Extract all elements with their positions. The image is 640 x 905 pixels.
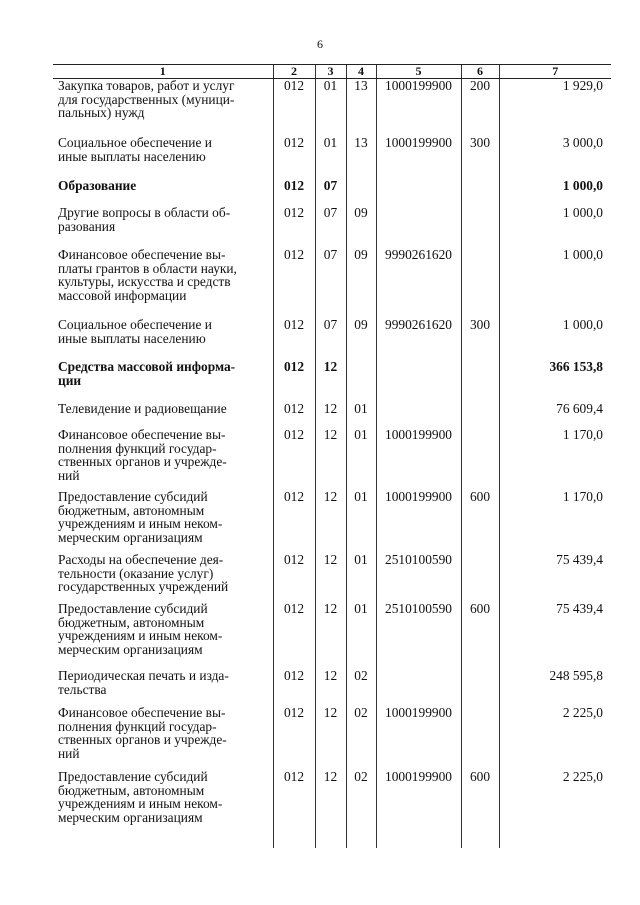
amount: 75 439,4 [499, 602, 611, 669]
row-name [53, 79, 273, 137]
row-name [53, 402, 273, 428]
expense-type-code: 600 [461, 770, 499, 848]
table-row [53, 602, 611, 669]
target-article-code [376, 360, 461, 402]
table-row [53, 428, 611, 490]
subsection-code: 13 [346, 79, 376, 137]
column-header: 2 [273, 65, 315, 79]
subsection-code: 01 [346, 553, 376, 602]
amount: 1 000,0 [499, 179, 611, 206]
target-article-code: 1000199900 [376, 706, 461, 770]
row-name-line: Социальное обеспечение и [58, 317, 212, 332]
table-row [53, 490, 611, 553]
amount: 1 000,0 [499, 248, 611, 318]
target-article-code: 2510100590 [376, 602, 461, 669]
column-header: 3 [315, 65, 346, 79]
amount: 1 170,0 [499, 490, 611, 553]
expense-type-code [461, 428, 499, 490]
target-article-code: 9990261620 [376, 318, 461, 360]
row-name [53, 179, 273, 206]
target-article-code [376, 206, 461, 248]
expense-type-code [461, 179, 499, 206]
row-name-line: Телевидение и радиовещание [58, 401, 227, 416]
section-code: 12 [315, 402, 346, 428]
ministry-code: 012 [273, 706, 315, 770]
page-number: 6 [317, 37, 323, 51]
column-header: 1 [53, 65, 273, 79]
target-article-code: 1000199900 [376, 136, 461, 179]
section-code: 12 [315, 706, 346, 770]
row-name-line: Предоставление субсидий [58, 769, 208, 784]
target-article-code [376, 179, 461, 206]
target-article-code: 9990261620 [376, 248, 461, 318]
section-code: 12 [315, 669, 346, 706]
section-code: 07 [315, 248, 346, 318]
row-name [53, 669, 273, 706]
section-code: 07 [315, 179, 346, 206]
row-name-line: полнения функций государ- [58, 718, 217, 734]
row-name-line: ственных органов и учрежде- [58, 454, 227, 470]
row-name-line: Расходы на обеспечение дея- [58, 552, 224, 567]
table-row [53, 318, 611, 360]
column-header: 5 [376, 65, 461, 79]
ministry-code: 012 [273, 553, 315, 602]
expense-type-code [461, 553, 499, 602]
row-name [53, 136, 273, 179]
expense-type-code: 300 [461, 318, 499, 360]
row-name-line: Другие вопросы в области об- [58, 205, 231, 220]
header-row [53, 65, 611, 79]
table-row [53, 136, 611, 179]
subsection-code: 02 [346, 669, 376, 706]
subsection-code: 02 [346, 706, 376, 770]
section-code: 12 [315, 553, 346, 602]
row-name-line: тельства [58, 681, 107, 697]
row-name-line: полнения функций государ- [58, 440, 217, 456]
row-name-line: платы грантов в области науки, [58, 260, 237, 276]
row-name-line: государственных учреждений [58, 579, 229, 595]
table-row [53, 706, 611, 770]
amount: 75 439,4 [499, 553, 611, 602]
ministry-code: 012 [273, 360, 315, 402]
row-name-line: ний [58, 468, 80, 484]
target-article-code: 2510100590 [376, 553, 461, 602]
expense-type-code [461, 402, 499, 428]
row-name [53, 248, 273, 318]
row-name-line: мерческим организациям [58, 642, 203, 658]
budget-table-container [53, 64, 611, 848]
row-name-line: Финансовое обеспечение вы- [58, 427, 226, 442]
section-code: 12 [315, 770, 346, 848]
row-name-line: иные выплаты населению [58, 330, 206, 346]
section-code: 12 [315, 602, 346, 669]
row-name-line: учреждениям и иным неком- [58, 796, 223, 812]
section-code: 12 [315, 428, 346, 490]
row-name-line: культуры, искусства и средств [58, 274, 231, 290]
amount: 1 000,0 [499, 206, 611, 248]
expense-type-code: 600 [461, 602, 499, 669]
ministry-code: 012 [273, 770, 315, 848]
table-row [53, 669, 611, 706]
ministry-code: 012 [273, 79, 315, 137]
section-code: 07 [315, 318, 346, 360]
table-row [53, 79, 611, 137]
row-name-line: Предоставление субсидий [58, 601, 208, 616]
row-name-line: массовой информации [58, 288, 187, 304]
row-name-line: Предоставление субсидий [58, 489, 208, 504]
column-header: 6 [461, 65, 499, 79]
row-name [53, 553, 273, 602]
row-name-line: ственных органов и учрежде- [58, 732, 227, 748]
expense-type-code [461, 360, 499, 402]
row-name [53, 706, 273, 770]
expense-type-code: 200 [461, 79, 499, 137]
target-article-code: 1000199900 [376, 770, 461, 848]
row-name [53, 360, 273, 402]
table-row [53, 770, 611, 848]
expense-type-code: 600 [461, 490, 499, 553]
row-name [53, 206, 273, 248]
ministry-code: 012 [273, 179, 315, 206]
amount: 76 609,4 [499, 402, 611, 428]
row-name-line: разования [58, 218, 116, 234]
target-article-code [376, 402, 461, 428]
subsection-code: 09 [346, 206, 376, 248]
section-code: 07 [315, 206, 346, 248]
subsection-code: 13 [346, 136, 376, 179]
row-name-line: бюджетным, автономным [58, 502, 205, 518]
ministry-code: 012 [273, 669, 315, 706]
row-name-line: мерческим организациям [58, 810, 203, 826]
budget-table [53, 64, 611, 848]
table-row [53, 402, 611, 428]
section-code: 12 [315, 490, 346, 553]
table-row [53, 206, 611, 248]
subsection-code: 01 [346, 490, 376, 553]
amount: 1 929,0 [499, 79, 611, 137]
amount: 2 225,0 [499, 706, 611, 770]
target-article-code [376, 669, 461, 706]
row-name-line: Средства массовой информа- [58, 359, 236, 374]
subsection-code: 09 [346, 318, 376, 360]
expense-type-code [461, 248, 499, 318]
target-article-code: 1000199900 [376, 490, 461, 553]
section-code: 01 [315, 136, 346, 179]
row-name-line: иные выплаты населению [58, 148, 206, 164]
amount: 1 170,0 [499, 428, 611, 490]
table-body [53, 79, 611, 849]
amount: 3 000,0 [499, 136, 611, 179]
row-name [53, 318, 273, 360]
table-row [53, 179, 611, 206]
row-name-line: Финансовое обеспечение вы- [58, 705, 226, 720]
row-name [53, 602, 273, 669]
ministry-code: 012 [273, 248, 315, 318]
subsection-code: 01 [346, 402, 376, 428]
row-name-line: Социальное обеспечение и [58, 135, 212, 150]
amount: 248 595,8 [499, 669, 611, 706]
expense-type-code: 300 [461, 136, 499, 179]
amount: 2 225,0 [499, 770, 611, 848]
column-header: 4 [346, 65, 376, 79]
row-name-line: пальных) нужд [58, 105, 145, 121]
row-name-line: ний [58, 746, 80, 762]
row-name-line: Периодическая печать и изда- [58, 668, 229, 683]
row-name-line: мерческим организациям [58, 530, 203, 546]
row-name-line: бюджетным, автономным [58, 782, 205, 798]
expense-type-code [461, 206, 499, 248]
ministry-code: 012 [273, 428, 315, 490]
row-name-line: Закупка товаров, работ и услуг [58, 78, 235, 93]
subsection-code [346, 179, 376, 206]
row-name-line: ции [58, 372, 82, 388]
row-name-line: Финансовое обеспечение вы- [58, 247, 226, 262]
ministry-code: 012 [273, 490, 315, 553]
row-name [53, 428, 273, 490]
row-name-line: учреждениям и иным неком- [58, 628, 223, 644]
ministry-code: 012 [273, 206, 315, 248]
row-name-line: Образование [58, 178, 137, 193]
row-name-line: для государственных (муници- [58, 91, 235, 107]
table-row [53, 553, 611, 602]
table-row [53, 360, 611, 402]
ministry-code: 012 [273, 318, 315, 360]
ministry-code: 012 [273, 136, 315, 179]
section-code: 01 [315, 79, 346, 137]
row-name [53, 490, 273, 553]
subsection-code: 02 [346, 770, 376, 848]
row-name-line: бюджетным, автономным [58, 614, 205, 630]
section-code: 12 [315, 360, 346, 402]
target-article-code: 1000199900 [376, 79, 461, 137]
target-article-code: 1000199900 [376, 428, 461, 490]
ministry-code: 012 [273, 602, 315, 669]
ministry-code: 012 [273, 402, 315, 428]
row-name-line: тельности (оказание услуг) [58, 565, 214, 581]
row-name [53, 770, 273, 848]
expense-type-code [461, 706, 499, 770]
subsection-code: 09 [346, 248, 376, 318]
row-name-line: учреждениям и иным неком- [58, 516, 223, 532]
column-header: 7 [499, 65, 611, 79]
amount: 1 000,0 [499, 318, 611, 360]
subsection-code: 01 [346, 602, 376, 669]
subsection-code [346, 360, 376, 402]
table-row [53, 248, 611, 318]
amount: 366 153,8 [499, 360, 611, 402]
expense-type-code [461, 669, 499, 706]
subsection-code: 01 [346, 428, 376, 490]
